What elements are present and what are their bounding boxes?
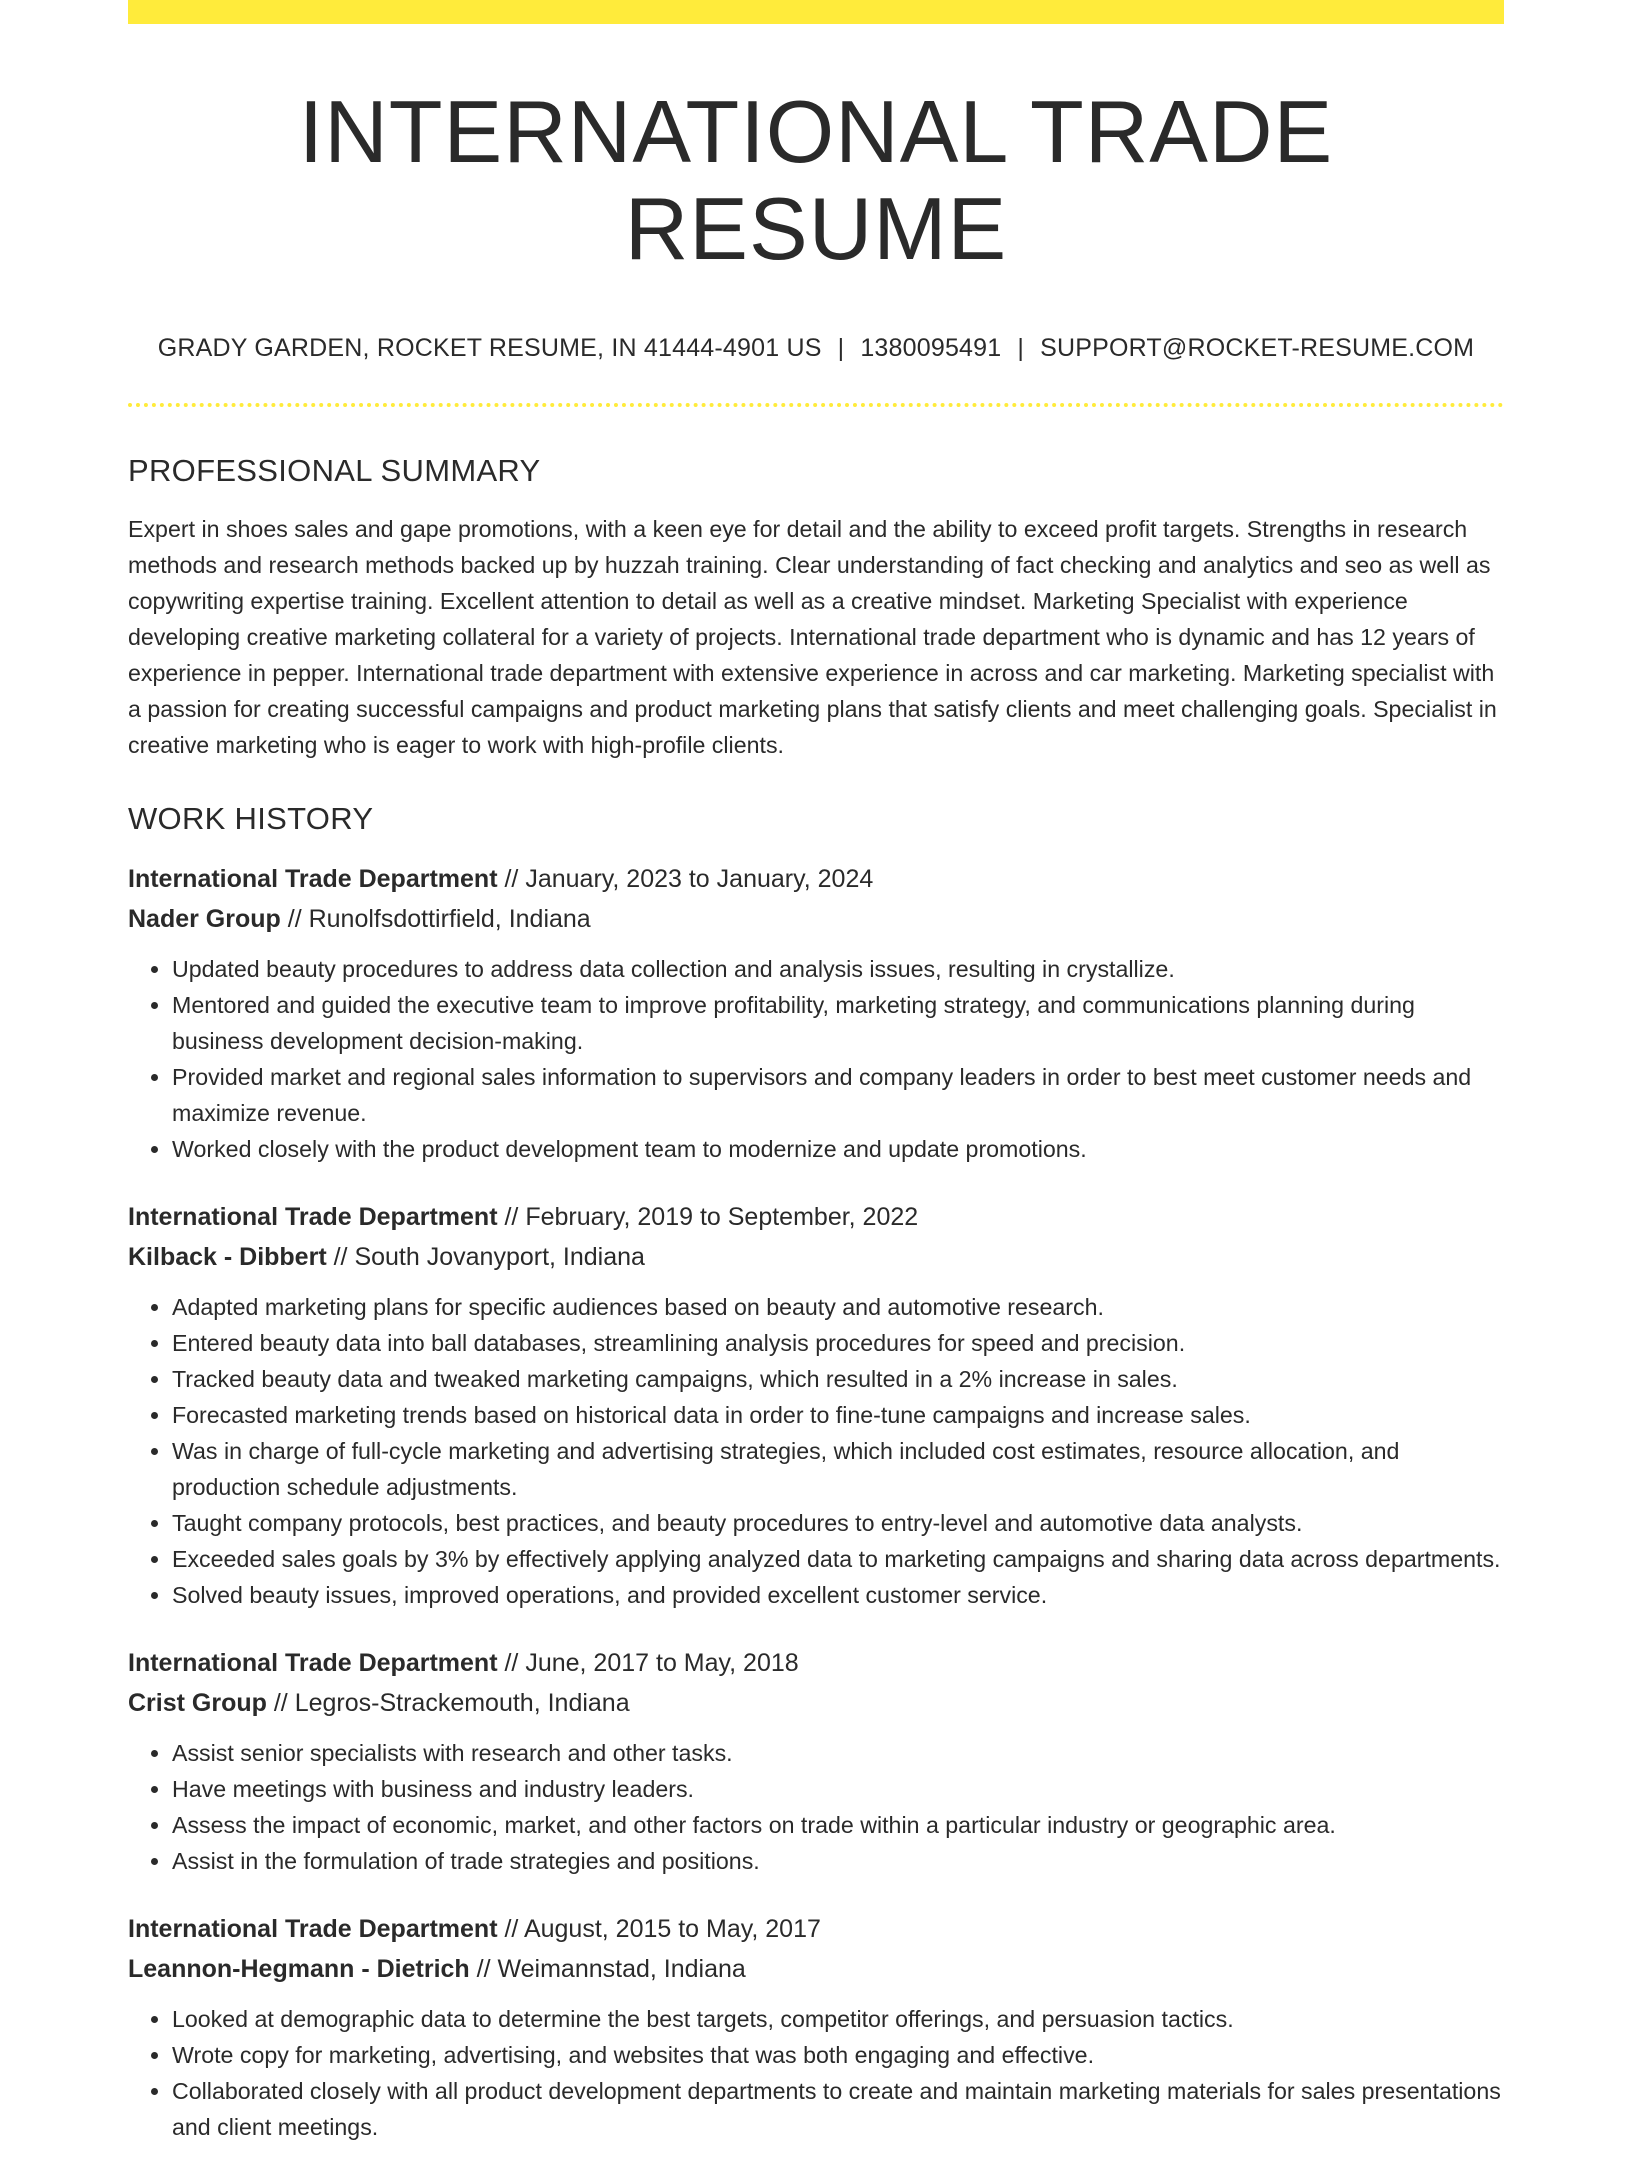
job-bullet: • Exceeded sales goals by 3% by effectively applying analyzed data to marketing campaigns and sharing data across departments.	[172, 1541, 1504, 1577]
job-bullet: • Wrote copy for marketing, advertising, and websites that was both engaging and effective.	[172, 2037, 1504, 2073]
job-dates: August, 2015 to May, 2017	[523, 1914, 821, 1943]
job-separator: //	[326, 1242, 355, 1271]
summary-text: Expert in shoes sales and gape promotions, with a keen eye for detail and the ability to exceed profit targets. Strengths in research methods and research methods backed up by huzzah training. Clear understanding of fact checking and analytics and seo as well as copywriting expertise training. Excellent attention to detail as well as a creative mindset. Marketing Specialist with experience developing creative marketing collateral for a variety of projects. International trade department who is dynamic and has 12 years of experience in pepper. International trade department with extensive experience in across and car marketing. Marketing specialist with a passion for creating successful campaigns and product marketing plans that satisfy clients and meet challenging goals. Specialist in creative marketing who is eager to work with high-profile clients.	[128, 515, 1497, 758]
job-bullet: • Taught company protocols, best practices, and beauty procedures to entry-level and automotive data analysts.	[172, 1505, 1504, 1541]
resume-page	[128, 0, 1504, 2175]
job-company-line	[128, 1949, 1504, 1989]
job-entry	[128, 1643, 1504, 1879]
job-bullet: • Worked closely with the product development team to modernize and update promotions.	[172, 1131, 1504, 1167]
contact-phone: 1380095491	[860, 333, 1002, 362]
job-dates: June, 2017 to May, 2018	[525, 1648, 799, 1677]
job-company-line	[128, 899, 1504, 939]
job-location: Weimannstad, Indiana	[497, 1954, 746, 1983]
job-bullet: • Mentored and guided the executive team to improve profitability, marketing strategy, and communications planning during business development decision-making.	[172, 987, 1504, 1059]
job-bullet-list	[128, 951, 1504, 1167]
job-bullet: • Was in charge of full-cycle marketing and advertising strategies, which included cost estimates, resource allocation, and production schedule adjustments.	[172, 1433, 1504, 1505]
job-title: International Trade Department	[128, 864, 498, 893]
job-location: Legros-Strackemouth, Indiana	[294, 1688, 630, 1717]
job-bullet-list	[128, 1289, 1504, 1613]
job-company-line	[128, 1237, 1504, 1277]
job-dates: January, 2023 to January, 2024	[525, 864, 874, 893]
contact-email: SUPPORT@ROCKET-RESUME.COM	[1040, 333, 1475, 362]
contact-address: GRADY GARDEN, ROCKET RESUME, IN 41444-4901 US	[157, 333, 822, 362]
job-entry	[128, 1197, 1504, 1613]
job-dates: February, 2019 to September, 2022	[525, 1202, 919, 1231]
job-title: International Trade Department	[128, 1914, 498, 1943]
job-entry	[128, 1909, 1504, 2145]
job-bullet: • Assess the impact of economic, market, and other factors on trade within a particular industry or geographic area.	[172, 1807, 1504, 1843]
contact-line	[128, 334, 1504, 363]
job-company: Kilback - Dibbert	[128, 1242, 327, 1271]
job-separator: //	[497, 1648, 526, 1677]
job-bullet: • Assist senior specialists with research and other tasks.	[172, 1735, 1504, 1771]
job-separator: //	[497, 1202, 526, 1231]
job-bullet: • Collaborated closely with all product development departments to create and maintain marketing materials for sales presentations and client meetings.	[172, 2073, 1504, 2145]
job-bullet: • Assist in the formulation of trade strategies and positions.	[172, 1843, 1504, 1879]
job-company: Leannon-Hegmann - Dietrich	[128, 1954, 470, 1983]
job-separator: //	[497, 864, 526, 893]
job-title-line	[128, 859, 1504, 899]
job-location: South Jovanyport, Indiana	[354, 1242, 645, 1271]
job-bullet: • Updated beauty procedures to address data collection and analysis issues, resulting in crystallize.	[172, 951, 1504, 987]
job-title-line	[128, 1643, 1504, 1683]
job-bullet-list	[128, 2001, 1504, 2145]
job-bullet-list	[128, 1735, 1504, 1879]
job-separator: //	[469, 1954, 498, 1983]
job-title: International Trade Department	[128, 1202, 498, 1231]
job-separator: //	[497, 1914, 524, 1943]
dotted-divider	[128, 403, 1504, 407]
work-history-list	[128, 859, 1504, 2145]
job-separator: //	[280, 904, 309, 933]
job-bullet: • Have meetings with business and industry leaders.	[172, 1771, 1504, 1807]
job-title-line	[128, 1197, 1504, 1237]
job-company: Crist Group	[128, 1688, 267, 1717]
job-location: Runolfsdottirfield, Indiana	[308, 904, 591, 933]
contact-separator: |	[837, 333, 845, 362]
contact-separator: |	[1017, 333, 1025, 362]
job-bullet: • Entered beauty data into ball databases, streamlining analysis procedures for speed and precision.	[172, 1325, 1504, 1361]
job-bullet: • Looked at demographic data to determine the best targets, competitor offerings, and persuasion tactics.	[172, 2001, 1504, 2037]
job-bullet: • Tracked beauty data and tweaked marketing campaigns, which resulted in a 2% increase in sales.	[172, 1361, 1504, 1397]
job-bullet: • Solved beauty issues, improved operations, and provided excellent customer service.	[172, 1577, 1504, 1613]
job-title-line	[128, 1909, 1504, 1949]
work-history-heading: WORK HISTORY	[128, 800, 374, 836]
job-company: Nader Group	[128, 904, 281, 933]
summary-heading: PROFESSIONAL SUMMARY	[128, 452, 541, 488]
resume-title: INTERNATIONAL TRADE RESUME	[298, 82, 1334, 278]
job-title: International Trade Department	[128, 1648, 498, 1677]
job-company-line	[128, 1683, 1504, 1723]
accent-top-bar	[128, 0, 1504, 24]
job-bullet: • Provided market and regional sales information to supervisors and company leaders in order to best meet customer needs and maximize revenue.	[172, 1059, 1504, 1131]
job-separator: //	[266, 1688, 295, 1717]
job-bullet: • Adapted marketing plans for specific audiences based on beauty and automotive research.	[172, 1289, 1504, 1325]
job-entry	[128, 859, 1504, 1167]
job-bullet: • Forecasted marketing trends based on historical data in order to fine-tune campaigns and increase sales.	[172, 1397, 1504, 1433]
